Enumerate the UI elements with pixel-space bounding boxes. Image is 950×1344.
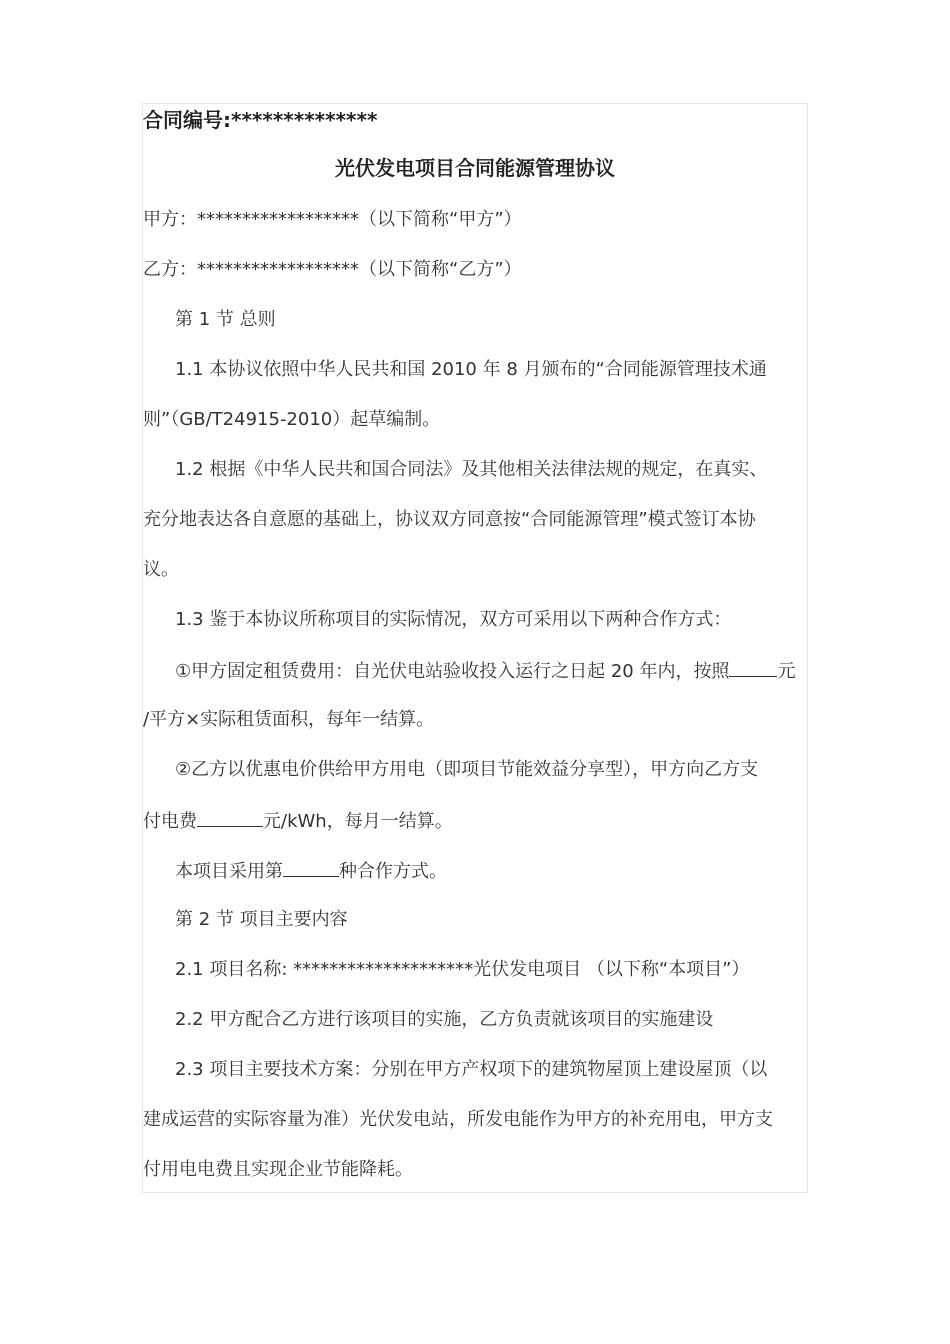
option-1-line-1 — [175, 658, 795, 684]
party-a-line: 甲方：******************（以下简称“甲方”） — [143, 209, 522, 230]
option-2-text: 付电费 — [143, 811, 197, 832]
party-b-line: 乙方：******************（以下简称“乙方”） — [143, 259, 522, 280]
cooperation-mode-line — [175, 858, 447, 884]
clause-2-3-line-3: 付用电电费且实现企业节能降耗。 — [143, 1159, 413, 1180]
section-2-heading: 第 2 节 项目主要内容 — [175, 909, 348, 930]
clause-1-1-line-2: 则”（GB/T24915-2010）起草编制。 — [143, 409, 441, 430]
option-2-line-2 — [143, 808, 453, 834]
clause-1-1-line-1: 1.1 本协议依照中华人民共和国 2010 年 8 月颁布的“合同能源管理技术通 — [175, 359, 767, 380]
clause-1-2-line-3: 议。 — [143, 559, 179, 580]
section-1-heading: 第 1 节 总则 — [175, 309, 276, 330]
clause-1-2-line-2: 充分地表达各自意愿的基础上，协议双方同意按“合同能源管理”模式签订本协 — [143, 509, 756, 530]
mode-text-post: 种合作方式。 — [339, 861, 447, 882]
electricity-price-blank — [197, 808, 263, 827]
option-1-unit: 元 — [777, 661, 796, 682]
clause-2-3-line-2: 建成运营的实际容量为准）光伏发电站，所发电能作为甲方的补充用电，甲方支 — [143, 1109, 773, 1130]
document-title: 光伏发电项目合同能源管理协议 — [335, 156, 615, 180]
clause-2-1: 2.1 项目名称: ********************光伏发电项目 （以下称“本项目”） — [175, 959, 750, 980]
option-2-unit: 元/kWh，每月一结算。 — [263, 811, 453, 832]
mode-number-blank — [283, 858, 339, 877]
option-2-line-1: ②乙方以优惠电价供给甲方用电（即项目节能效益分享型），甲方向乙方支 — [175, 759, 759, 780]
contract-number: 合同编号:************** — [143, 108, 378, 132]
clause-2-3-line-1: 2.3 项目主要技术方案：分别在甲方产权项下的建筑物屋顶上建设屋顶（以 — [175, 1059, 768, 1080]
clause-1-2-line-1: 1.2 根据《中华人民共和国合同法》及其他相关法律法规的规定，在真实、 — [175, 459, 768, 480]
option-1-line-2: /平方×实际租赁面积，每年一结算。 — [143, 709, 435, 730]
rent-amount-blank — [729, 658, 777, 677]
clause-2-2: 2.2 甲方配合乙方进行该项目的实施，乙方负责就该项目的实施建设 — [175, 1009, 714, 1030]
mode-text-pre: 本项目采用第 — [175, 861, 283, 882]
clause-1-3: 1.3 鉴于本协议所称项目的实际情况，双方可采用以下两种合作方式： — [175, 609, 732, 630]
option-1-text: ①甲方固定租赁费用：自光伏电站验收投入运行之日起 20 年内，按照 — [175, 661, 730, 682]
